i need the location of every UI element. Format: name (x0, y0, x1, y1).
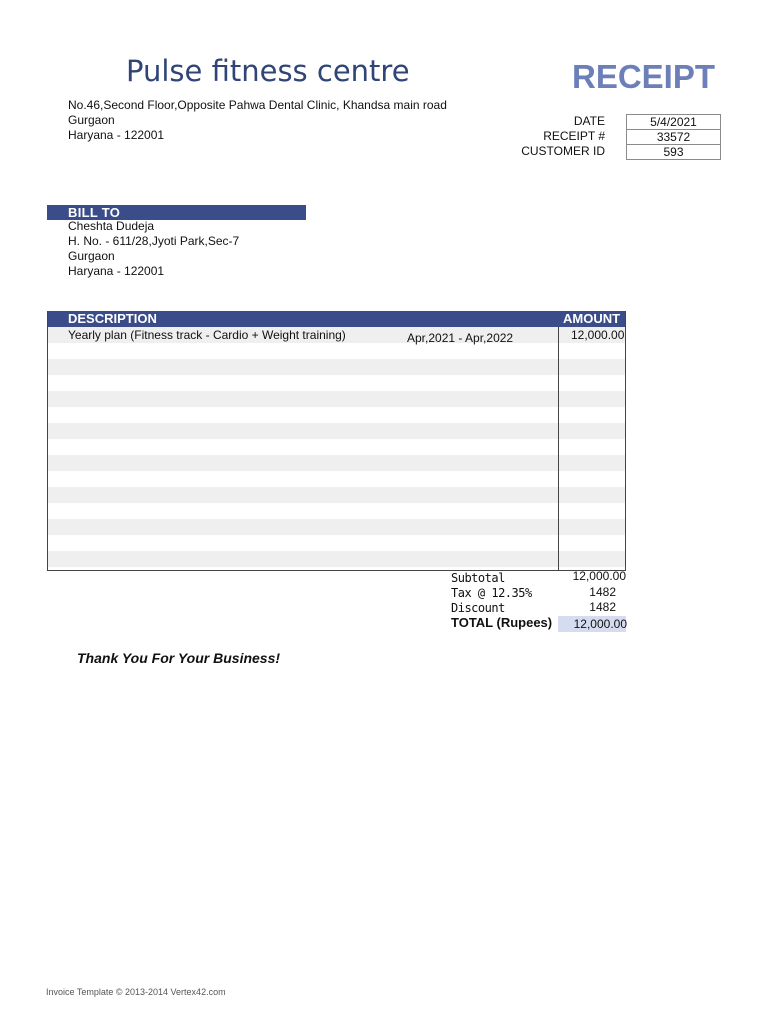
table-row (48, 455, 625, 471)
bill-to-address-line-2: Gurgaon (68, 249, 115, 263)
total-value: 12,000.00 (573, 617, 627, 631)
table-row (48, 423, 625, 439)
date-value: 5/4/2021 (626, 114, 721, 130)
table-row (48, 535, 625, 551)
item-description: Yearly plan (Fitness track - Cardio + Weight training) (68, 328, 346, 342)
description-column-header: DESCRIPTION (68, 311, 157, 326)
subtotal-value: 12,000.00 (572, 569, 626, 583)
table-row (48, 551, 625, 567)
thank-you-message: Thank You For Your Business! (77, 650, 281, 666)
company-address-line-3: Haryana - 122001 (68, 128, 165, 142)
column-divider (558, 327, 559, 570)
table-row (48, 375, 625, 391)
item-amount: 12,000.00 (571, 328, 625, 342)
table-row (48, 471, 625, 487)
document-title: RECEIPT (572, 58, 716, 95)
receipt-number-value: 33572 (626, 129, 721, 145)
tax-value: 1482 (589, 585, 616, 599)
bill-to-address-line-1: H. No. - 611/28,Jyoti Park,Sec-7 (68, 234, 240, 248)
table-row (48, 407, 625, 423)
bill-to-header (47, 205, 306, 220)
tax-label: Tax @ 12.35% (451, 586, 532, 600)
table-row (48, 343, 625, 359)
subtotal-label: Subtotal (451, 571, 505, 585)
table-row (48, 439, 625, 455)
amount-column-header: AMOUNT (563, 311, 621, 326)
bill-to-address-line-3: Haryana - 122001 (68, 264, 165, 278)
discount-label: Discount (451, 601, 505, 615)
company-name: Pulse fitness centre (126, 54, 410, 88)
bill-to-heading: BILL TO (68, 205, 121, 220)
table-row (48, 519, 625, 535)
bill-to-name: Cheshta Dudeja (68, 219, 155, 233)
item-period: Apr,2021 - Apr,2022 (407, 331, 514, 345)
customer-id-value: 593 (626, 144, 721, 160)
table-row (48, 391, 625, 407)
footer-credit: Invoice Template © 2013-2014 Vertex42.com (46, 987, 226, 997)
table-row (48, 503, 625, 519)
table-row (48, 359, 625, 375)
customer-id-label: CUSTOMER ID (521, 144, 605, 158)
discount-value: 1482 (589, 600, 616, 614)
date-label: DATE (573, 114, 605, 128)
table-header (48, 311, 625, 327)
line-items-table (47, 311, 626, 571)
company-address-line-2: Gurgaon (68, 113, 115, 127)
receipt-number-label: RECEIPT # (543, 129, 605, 143)
table-row (48, 487, 625, 503)
company-address-line-1: No.46,Second Floor,Opposite Pahwa Dental Clinic, Khandsa main road (68, 98, 447, 112)
total-label: TOTAL (Rupees) (451, 615, 553, 630)
